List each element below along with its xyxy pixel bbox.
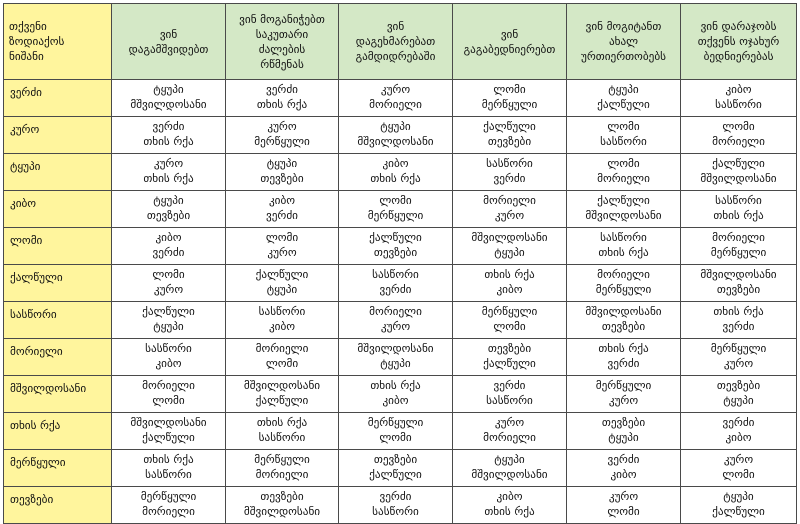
cell-sign: მორიელი <box>369 98 422 111</box>
cell-sign: მერწყული <box>140 490 197 503</box>
table-cell <box>567 413 681 450</box>
cell-sign: კიბო <box>382 157 409 170</box>
row-sign-label: თხის რქა <box>4 413 112 450</box>
table-cell <box>226 117 339 154</box>
table-cell <box>112 302 226 339</box>
cell-sign: მერწყული <box>710 342 767 355</box>
cell-sign: მშვილდოსანი <box>357 135 434 148</box>
cell-sign: სასწორი <box>600 135 647 148</box>
cell-sign: თხის რქა <box>256 416 308 429</box>
table-cell <box>112 80 226 117</box>
cell-sign: ლომი <box>152 268 185 281</box>
zodiac-compatibility-table <box>3 3 797 524</box>
header-line: გაგაბედნიერებთ <box>463 42 556 56</box>
cell-sign: მშვილდოსანი <box>357 342 434 355</box>
table-cell <box>339 117 453 154</box>
cell-sign: ვერძი <box>493 172 526 185</box>
header-line: ძალების <box>258 42 306 56</box>
cell-sign: ქალწული <box>255 394 309 407</box>
cell-sign: თხის რქა <box>370 172 421 185</box>
row-sign-label: ქალწული <box>4 265 112 302</box>
table-cell <box>681 117 797 154</box>
cell-sign: კიბო <box>725 431 752 444</box>
cell-sign: კურო <box>608 394 639 407</box>
table-cell <box>681 265 797 302</box>
table-row <box>4 228 797 265</box>
cell-sign: ქალწული <box>142 431 195 444</box>
table-cell <box>453 80 567 117</box>
table-cell <box>453 413 567 450</box>
cell-sign: კურო <box>153 283 184 296</box>
cell-sign: სასწორი <box>145 468 192 481</box>
cell-sign: მერწყული <box>367 416 424 429</box>
table-cell <box>112 376 226 413</box>
table-cell <box>681 413 797 450</box>
cell-sign: თევზები <box>260 172 304 185</box>
cell-sign: კიბო <box>496 490 523 503</box>
cell-sign: ვერძი <box>493 379 526 392</box>
cell-sign: თევზები <box>601 416 646 429</box>
cell-sign: ვერძი <box>266 83 298 96</box>
table-cell <box>567 302 681 339</box>
table-body <box>4 80 797 524</box>
table-cell <box>453 487 567 524</box>
cell-sign: სასწორი <box>600 231 647 244</box>
cell-sign: მერწყული <box>710 246 767 259</box>
cell-sign: ლომი <box>152 394 185 407</box>
table-cell <box>681 339 797 376</box>
cell-sign: კიბო <box>496 283 523 296</box>
cell-sign: ტყუპი <box>608 431 639 444</box>
table-cell <box>453 302 567 339</box>
table-header <box>4 4 797 80</box>
table-row <box>4 80 797 117</box>
table-cell <box>339 413 453 450</box>
cell-sign: სასწორი <box>372 505 419 518</box>
table-cell <box>567 154 681 191</box>
table-cell <box>226 265 339 302</box>
table-cell <box>567 80 681 117</box>
table-cell <box>339 265 453 302</box>
table-cell <box>453 339 567 376</box>
cell-sign: მორიელი <box>712 135 765 148</box>
table-cell <box>226 80 339 117</box>
cell-sign: მერწყული <box>595 283 652 296</box>
cell-sign: ქალწული <box>597 194 650 207</box>
table-cell <box>112 228 226 265</box>
cell-sign: ლომი <box>607 505 640 518</box>
cell-sign: თხის რქა <box>143 172 194 185</box>
cell-sign: მშვილდოსანი <box>585 209 662 222</box>
cell-sign: მერწყული <box>481 98 538 111</box>
table-cell <box>339 80 453 117</box>
row-sign-label: კურო <box>4 117 112 154</box>
cell-sign: თევზები <box>373 453 418 466</box>
cell-sign: თხის რქა <box>256 98 308 111</box>
row-sign-label: ლომი <box>4 228 112 265</box>
table-cell <box>681 191 797 228</box>
cell-sign: მერწყული <box>481 305 538 318</box>
row-sign-label: სასწორი <box>4 302 112 339</box>
cell-sign: ტყუპი <box>266 157 298 170</box>
table-cell <box>226 339 339 376</box>
table-cell <box>567 450 681 487</box>
table-row <box>4 302 797 339</box>
cell-sign: მშვილდოსანი <box>471 231 548 244</box>
cell-sign: თხის რქა <box>484 268 535 281</box>
cell-sign: თხის რქა <box>713 305 764 318</box>
cell-sign: მშვილდოსანი <box>700 172 777 185</box>
cell-sign: ტყუპი <box>608 83 639 96</box>
cell-sign: ლომი <box>722 120 755 133</box>
cell-sign: ლომი <box>722 468 755 481</box>
header-line: ვინ <box>500 27 519 41</box>
table-cell <box>226 376 339 413</box>
cell-sign: კურო <box>380 83 411 96</box>
table-row <box>4 450 797 487</box>
cell-sign: კურო <box>494 209 525 222</box>
header-corner-line: თქვენი <box>9 20 47 33</box>
cell-sign: ქალწული <box>712 505 765 518</box>
header-col-confidence <box>226 4 339 80</box>
cell-sign: თხის რქა <box>713 209 764 222</box>
cell-sign: კიბო <box>610 468 637 481</box>
cell-sign: თევზები <box>487 135 532 148</box>
header-col-relationships <box>567 4 681 80</box>
table-row <box>4 339 797 376</box>
cell-sign: სასწორი <box>258 431 306 444</box>
header-line: ვინ <box>386 20 405 33</box>
cell-sign: ტყუპი <box>153 194 184 207</box>
table-cell <box>112 339 226 376</box>
table-cell <box>112 450 226 487</box>
cell-sign: მერწყული <box>595 379 652 392</box>
cell-sign: მერწყული <box>254 453 310 466</box>
row-sign-label: მერწყული <box>4 450 112 487</box>
cell-sign: ქალწული <box>142 305 195 318</box>
cell-sign: თევზები <box>601 320 646 333</box>
cell-sign: კიბო <box>382 394 409 407</box>
table-cell <box>226 450 339 487</box>
cell-sign: თხის რქა <box>484 505 535 518</box>
cell-sign: თევზები <box>716 283 761 296</box>
cell-sign: ვერძი <box>266 209 298 222</box>
cell-sign: კიბო <box>268 194 296 207</box>
header-line: თქვენს ოჯახურ <box>697 35 780 48</box>
row-sign-label: ვერძი <box>4 80 112 117</box>
cell-sign: ტყუპი <box>380 120 411 133</box>
table-cell <box>112 265 226 302</box>
cell-sign: მშვილდოსანი <box>130 416 207 429</box>
cell-sign: თხის რქა <box>598 246 649 259</box>
table-cell <box>112 191 226 228</box>
table-cell <box>567 117 681 154</box>
cell-sign: ტყუპი <box>494 246 525 259</box>
table-row <box>4 487 797 524</box>
cell-sign: მორიელი <box>597 268 650 281</box>
cell-sign: ქალწული <box>597 98 650 111</box>
cell-sign: ლომი <box>265 231 299 244</box>
cell-sign: ვერძი <box>152 120 185 133</box>
cell-sign: ლომი <box>265 357 299 370</box>
cell-sign: მშვილდოსანი <box>700 268 777 281</box>
cell-sign: კიბო <box>725 83 752 96</box>
cell-sign: კურო <box>723 357 754 370</box>
cell-sign: ლომი <box>379 194 412 207</box>
header-col-family <box>681 4 797 80</box>
table-cell <box>226 191 339 228</box>
cell-sign: ვერძი <box>607 453 640 466</box>
header-col-happiness <box>453 4 567 80</box>
table-cell <box>567 228 681 265</box>
table-row <box>4 191 797 228</box>
row-sign-label: კიბო <box>4 191 112 228</box>
header-corner-cell <box>4 4 112 80</box>
table-cell <box>567 487 681 524</box>
cell-sign: ტყუპი <box>723 394 754 407</box>
table-cell <box>226 487 339 524</box>
table-cell <box>339 154 453 191</box>
table-cell <box>339 228 453 265</box>
cell-sign: სასწორი <box>715 98 762 111</box>
cell-sign: ქალწული <box>369 231 422 244</box>
cell-sign: თხის რქა <box>143 453 194 466</box>
cell-sign: თხის რქა <box>598 342 649 355</box>
header-line: დაგამშვიდებთ <box>128 42 209 56</box>
cell-sign: ტყუპი <box>494 453 525 466</box>
table-cell <box>112 154 226 191</box>
header-line: ბედნიერებას <box>703 50 774 63</box>
table-cell <box>681 228 797 265</box>
cell-sign: სასწორი <box>486 157 533 170</box>
cell-sign: კურო <box>723 453 754 466</box>
cell-sign: ლომი <box>607 120 640 133</box>
table-cell <box>681 80 797 117</box>
cell-sign: კურო <box>267 246 297 259</box>
cell-sign: მორიელი <box>597 172 650 185</box>
table-cell <box>226 228 339 265</box>
header-line: დაგეხმარებათ <box>355 35 436 48</box>
table-cell <box>681 302 797 339</box>
cell-sign: ქალწული <box>255 268 309 281</box>
cell-sign: მორიელი <box>142 379 195 392</box>
cell-sign: თევზები <box>373 246 418 259</box>
header-line: გამდიდრებაში <box>355 50 436 63</box>
cell-sign: ტყუპი <box>266 283 298 296</box>
table-row <box>4 265 797 302</box>
cell-sign: კიბო <box>155 231 182 244</box>
table-cell <box>567 191 681 228</box>
table-cell <box>453 117 567 154</box>
cell-sign: კურო <box>380 320 411 333</box>
table-cell <box>681 487 797 524</box>
table-cell <box>339 487 453 524</box>
header-line: ვინ დარაჯობს <box>700 20 777 33</box>
table-cell <box>681 376 797 413</box>
table-cell <box>681 450 797 487</box>
header-line: ვინ მოგანიჭებთ <box>239 12 325 26</box>
table-cell <box>112 117 226 154</box>
cell-sign: კურო <box>494 416 525 429</box>
header-col-wealth <box>339 4 453 80</box>
table-row <box>4 413 797 450</box>
table-cell <box>453 376 567 413</box>
cell-sign: კურო <box>608 490 639 503</box>
row-sign-label: ტყუპი <box>4 154 112 191</box>
table-row <box>4 154 797 191</box>
cell-sign: თხის რქა <box>370 379 421 392</box>
cell-sign: მორიელი <box>255 468 309 481</box>
row-sign-label: მორიელი <box>4 339 112 376</box>
table-cell <box>112 413 226 450</box>
cell-sign: ვერძი <box>722 416 755 429</box>
table-cell <box>339 191 453 228</box>
table-cell <box>453 228 567 265</box>
header-line: ახალ <box>608 35 639 48</box>
cell-sign: სასწორი <box>258 305 306 318</box>
cell-sign: ქალწული <box>483 357 536 370</box>
cell-sign: თევზები <box>716 379 761 392</box>
header-line: ურთიერთობებს <box>581 50 666 63</box>
table-cell <box>681 154 797 191</box>
cell-sign: ვერძი <box>607 357 640 370</box>
cell-sign: კიბო <box>268 320 296 333</box>
cell-sign: ვერძი <box>152 246 185 259</box>
cell-sign: ტყუპი <box>380 357 411 370</box>
table-cell <box>226 154 339 191</box>
header-line: საკუთარი <box>255 27 309 41</box>
cell-sign: თევზები <box>260 490 304 503</box>
table-cell <box>339 302 453 339</box>
cell-sign: ვერძი <box>379 490 412 503</box>
table-cell <box>112 487 226 524</box>
cell-sign: სასწორი <box>372 268 419 281</box>
table-row <box>4 117 797 154</box>
table-cell <box>453 191 567 228</box>
table-cell <box>567 265 681 302</box>
cell-sign: თხის რქა <box>143 135 194 148</box>
cell-sign: ლომი <box>379 431 412 444</box>
cell-sign: თევზები <box>487 342 532 355</box>
table-cell <box>453 265 567 302</box>
cell-sign: ტყუპი <box>153 320 184 333</box>
table-cell <box>453 450 567 487</box>
cell-sign: ქალწული <box>369 468 422 481</box>
row-sign-label: თევზები <box>4 487 112 524</box>
header-corner-line: ზოდიაქოს <box>9 35 65 48</box>
table-cell <box>567 339 681 376</box>
table-row <box>4 376 797 413</box>
cell-sign: მშვილდოსანი <box>243 505 321 518</box>
cell-sign: მორიელი <box>142 505 195 518</box>
cell-sign: მერწყული <box>367 209 424 222</box>
cell-sign: სასწორი <box>486 394 533 407</box>
header-col-calm <box>112 4 226 80</box>
cell-sign: მშვილდოსანი <box>585 305 662 318</box>
table-cell <box>453 154 567 191</box>
header-corner-line: ნიშანი <box>9 50 44 63</box>
cell-sign: მორიელი <box>483 194 536 207</box>
cell-sign: ლომი <box>607 157 640 170</box>
header-line: ვინ მოგიტანთ <box>585 20 662 33</box>
cell-sign: ქალწული <box>483 120 536 133</box>
table-cell <box>567 376 681 413</box>
cell-sign: მშვილდოსანი <box>130 98 207 111</box>
cell-sign: მორიელი <box>255 342 309 355</box>
table-cell <box>226 413 339 450</box>
cell-sign: მორიელი <box>369 305 422 318</box>
cell-sign: თევზები <box>146 209 191 222</box>
table-cell <box>226 302 339 339</box>
cell-sign: ტყუპი <box>153 83 184 96</box>
table-cell <box>339 376 453 413</box>
cell-sign: მშვილდოსანი <box>471 468 548 481</box>
row-sign-label: მშვილდოსანი <box>4 376 112 413</box>
cell-sign: მერწყული <box>254 135 310 148</box>
cell-sign: ლომი <box>493 83 526 96</box>
table-cell <box>339 450 453 487</box>
header-line: ვინ <box>159 27 178 41</box>
cell-sign: მორიელი <box>483 431 536 444</box>
table-cell <box>339 339 453 376</box>
cell-sign: სასწორი <box>145 342 192 355</box>
header-row <box>4 4 797 80</box>
cell-sign: ვერძი <box>722 320 755 333</box>
header-line: რწმენას <box>260 57 304 71</box>
cell-sign: მორიელი <box>712 231 765 244</box>
cell-sign: სასწორი <box>715 194 762 207</box>
cell-sign: ქალწული <box>712 157 765 170</box>
cell-sign: ვერძი <box>379 283 412 296</box>
cell-sign: მშვილდოსანი <box>243 379 321 392</box>
cell-sign: კურო <box>153 157 184 170</box>
cell-sign: კიბო <box>155 357 182 370</box>
cell-sign: ლომი <box>493 320 526 333</box>
cell-sign: ტყუპი <box>723 490 754 503</box>
zodiac-compatibility-table-container <box>3 3 797 524</box>
cell-sign: კურო <box>267 120 297 133</box>
